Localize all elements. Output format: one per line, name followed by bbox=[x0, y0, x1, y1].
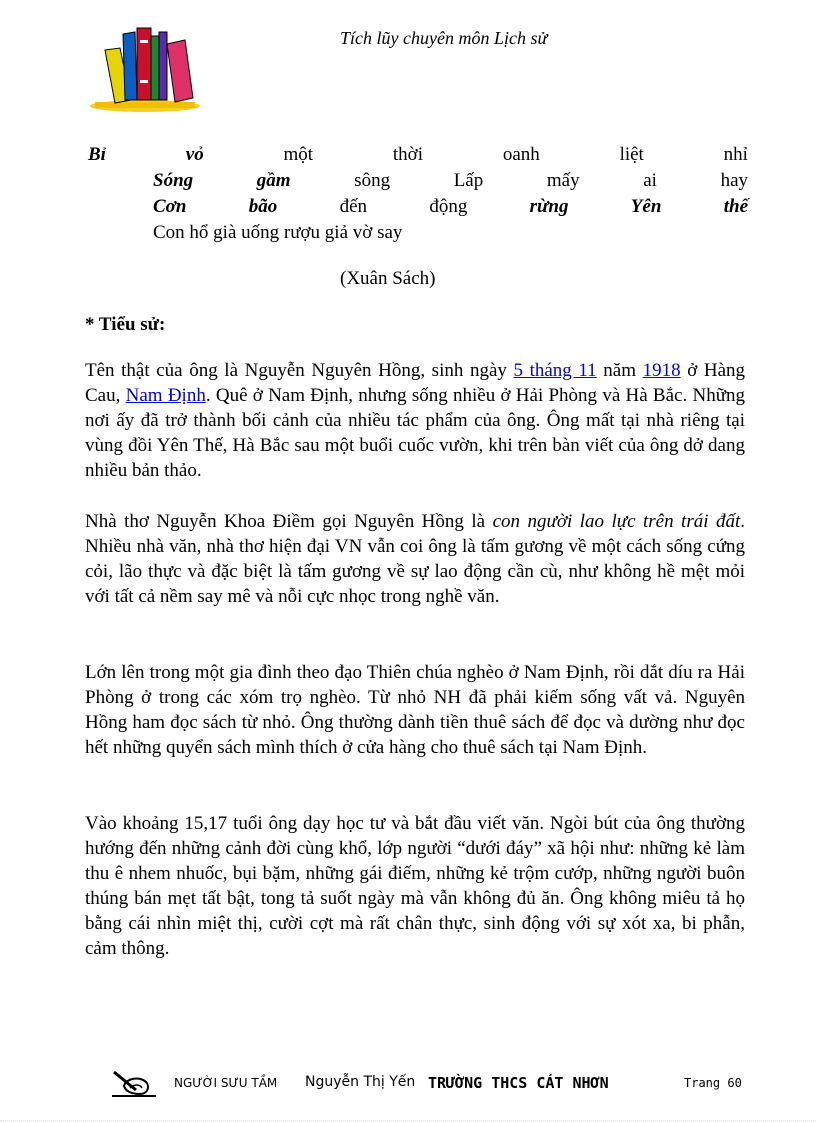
poem-word: liệt bbox=[619, 144, 644, 165]
page-footer bbox=[110, 1068, 760, 1102]
section-heading: * Tiểu sử: bbox=[85, 314, 166, 335]
books-illustration bbox=[85, 20, 205, 115]
text-run: . Nhiều nhà văn, nhà thơ hiện đại VN vẫn coi ông là tấm gương về một cách sống cứng cỏi, lão thực và đặc biệt là tấm gương về sự lao động cần cù, như không hề mệt mỏi với tất cả nềm say mê và nỗi cực nhọc trong nghề văn. bbox=[85, 511, 746, 607]
text-run: ở Hàng Cau, bbox=[85, 360, 746, 406]
poem-word: động bbox=[429, 196, 468, 217]
quill-hand-icon bbox=[110, 1068, 158, 1098]
text-run: Nhà thơ Nguyễn Khoa Điềm gọi Nguyên Hồng là bbox=[85, 511, 493, 532]
poem bbox=[88, 142, 748, 246]
poem-word: sông bbox=[354, 170, 391, 191]
birth-place-link[interactable]: Nam Định bbox=[125, 385, 206, 406]
poem-word: thế bbox=[723, 196, 748, 217]
paragraph-career: Vào khoảng 15,17 tuổi ông dạy học tư và bắt đầu viết văn. Ngòi bút của ông thường hướng đến những cảnh đời cùng khổ, lớp người “dưới đáy” xã hội như: những kẻ làm thu ê nhem nhuốc, bụi bặm, những gái điếm, những kẻ trộm cướp, những người buôn thúng bán mẹt tất bật, tong tả suốt ngày mà vẫn không đủ ăn. Ông không miêu tả họ bằng cái nhìn miệt thị, cười cợt mà rất chân thực, sinh động với sự xót xa, bi phẫn, cảm thông. bbox=[85, 813, 745, 959]
header-title: Tích lũy chuyên môn Lịch sử bbox=[340, 28, 548, 48]
text-run: Tên thật của ông là Nguyễn Nguyên Hồng, sinh ngày bbox=[85, 360, 514, 381]
poem-word: ai bbox=[643, 170, 657, 191]
collector-name: Nguyễn Thị Yến bbox=[305, 1074, 416, 1090]
page-number: Trang 60 bbox=[684, 1076, 742, 1090]
poem-word: một bbox=[283, 144, 314, 165]
italic-quote: con người lao lực trên trái đất bbox=[492, 511, 741, 532]
paragraph-biography bbox=[85, 358, 745, 483]
poem-word: rừng bbox=[529, 196, 569, 217]
poem-word: vỏ bbox=[185, 144, 204, 165]
poem-line-2 bbox=[88, 168, 748, 194]
poem-word: thời bbox=[392, 144, 423, 165]
school-name: TRƯỜNG THCS CÁT NHƠN bbox=[428, 1074, 609, 1092]
text-run: . Quê ở Nam Định, nhưng sống nhiều ở Hải Phòng và Hà Bắc. Những nơi ấy đã trở thành bối cảnh của nhiều tác phẩm của ông. Ông mất tại nhà riêng tại vùng đồi Yên Thế, Hà Bắc sau một buổi cuốc vườn, khi trên bàn viết của ông dở dang nhiều bản thảo. bbox=[85, 385, 746, 481]
paragraph-reputation bbox=[85, 509, 745, 609]
birth-year-link[interactable]: 1918 bbox=[642, 360, 681, 381]
text-run: năm bbox=[596, 360, 643, 381]
poem-author: (Xuân Sách) bbox=[340, 268, 436, 289]
poem-word: Cơn bbox=[153, 196, 187, 217]
poem-word: Lấp bbox=[453, 170, 484, 191]
books-logo bbox=[85, 20, 205, 115]
poem-word: Bỉ bbox=[88, 144, 106, 165]
poem-word: Sóng bbox=[153, 170, 194, 191]
poem-line-1 bbox=[88, 142, 748, 168]
poem-line-4 bbox=[88, 220, 748, 246]
poem-line-text: Con hổ già uống rượu giả vờ say bbox=[153, 222, 403, 243]
collector-label: NGƯỜI SƯU TẦM bbox=[174, 1076, 278, 1090]
paragraph-childhood: Lớn lên trong một gia đình theo đạo Thiên chúa nghèo ở Nam Định, rồi dắt díu ra Hải Phòng ở trong các xóm trọ nghèo. Từ nhỏ NH đã phải kiếm sống vất vả. Nguyên Hồng ham đọc sách từ nhỏ. Ông thường dành tiền thuê sách để đọc và dường như đọc hết những quyển sách mình thích ở cửa hàng cho thuê sách tại Nam Định. bbox=[85, 662, 745, 758]
poem-word: gầm bbox=[256, 170, 291, 191]
poem-word: hay bbox=[720, 170, 748, 191]
poem-word: mấy bbox=[546, 170, 580, 191]
poem-word: Yên bbox=[630, 196, 662, 217]
poem-word: bão bbox=[248, 196, 278, 217]
poem-word: đến bbox=[339, 196, 367, 217]
birth-date-link[interactable]: 5 tháng 11 bbox=[513, 360, 597, 381]
bottom-divider bbox=[0, 1120, 816, 1121]
poem-word: oanh bbox=[502, 144, 540, 165]
poem-word: nhỉ bbox=[723, 144, 748, 165]
poem-line-3 bbox=[88, 194, 748, 220]
